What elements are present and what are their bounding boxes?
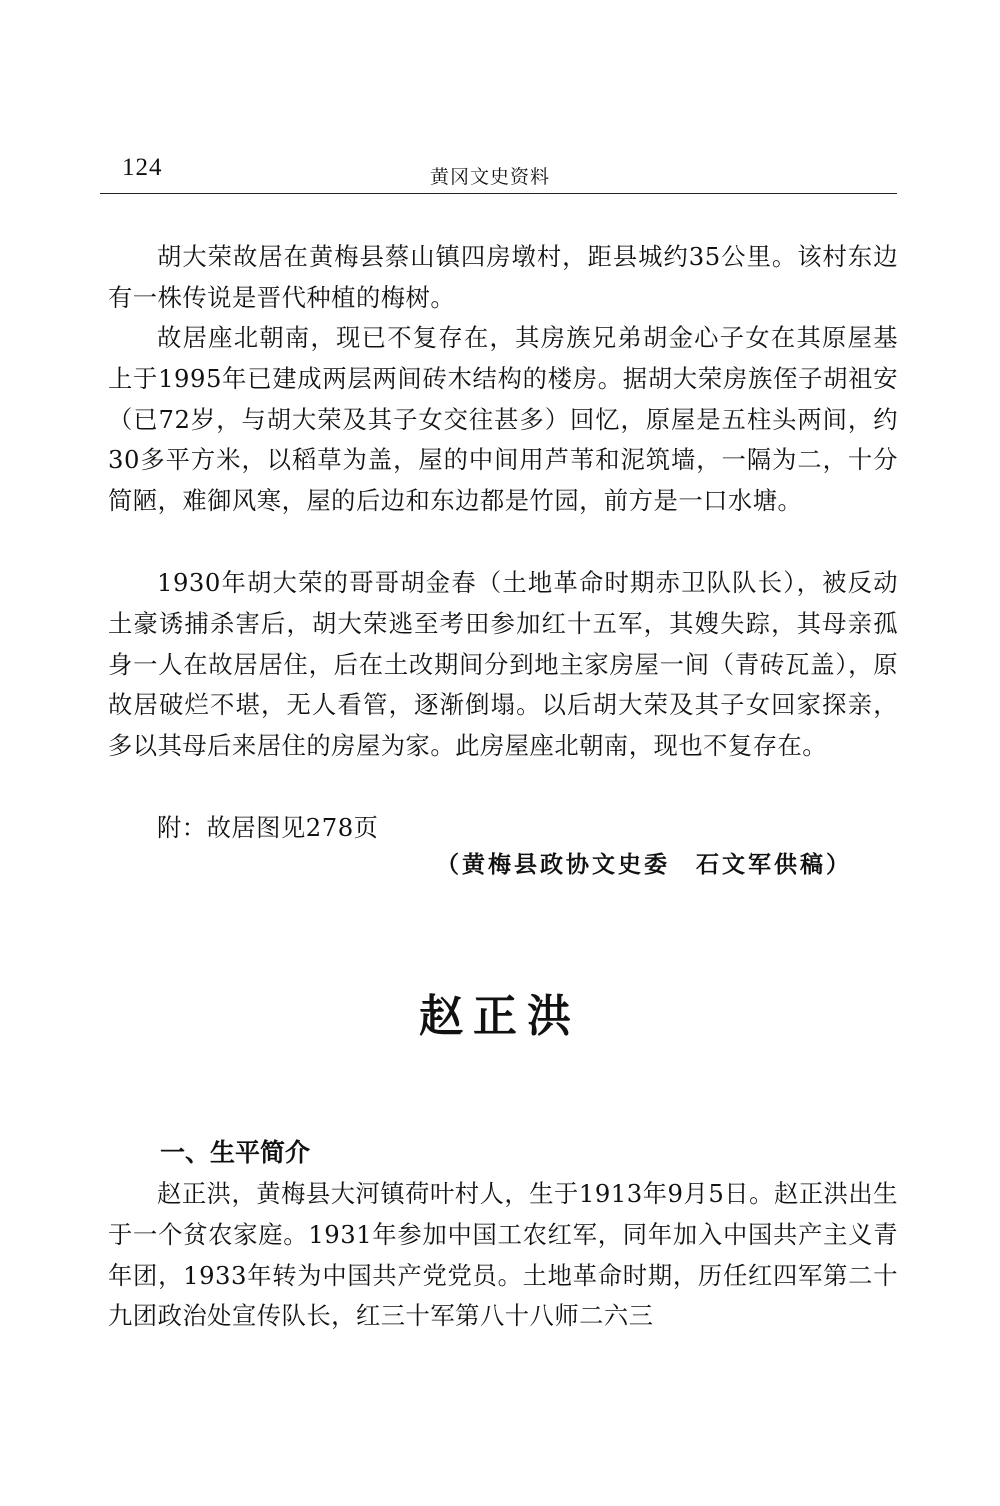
header-rule xyxy=(100,193,897,194)
body-paragraph: 故居座北朝南，现已不复存在，其房族兄弟胡金心子女在其原屋基上于1995年已建成两层两间砖木结构的楼房。据胡大荣房族侄子胡祖安（已72岁，与胡大荣及其子女交往甚多）回忆，原屋是五柱头两间，约30多平方米，以稻草为盖，屋的中间用芦苇和泥筑墙，一隔为二，十分简陋，难御风寒，屋的后边和东边都是竹园，前方是一口水塘。 xyxy=(108,323,898,516)
page-header xyxy=(100,150,897,192)
section-heading: 一、生平简介 xyxy=(160,1138,311,1167)
source-credit: （黄梅县政协文史委 石文军供稿） xyxy=(436,851,852,878)
article-title: 赵正洪 xyxy=(419,991,581,1042)
appendix-note: 附：故居图见278页 xyxy=(157,813,379,842)
running-title: 黄冈文史资料 xyxy=(430,166,551,188)
body-paragraph: 1930年胡大荣的哥哥胡金春（土地革命时期赤卫队队长），被反动土豪诱捕杀害后，胡大荣逃至考田参加红十五军，其嫂失踪，其母亲孤身一人在故居居住，后在土改期间分到地主家房屋一间（青砖瓦盖），原故居破烂不堪，无人看管，逐渐倒塌。以后胡大荣及其子女回家探亲，多以其母后来居住的房屋为家。此房屋座北朝南，现也不复存在。 xyxy=(108,568,898,761)
body-paragraph: 胡大荣故居在黄梅县蔡山镇四房墩村，距县城约35公里。该村东边有一株传说是晋代种植的梅树。 xyxy=(108,242,898,312)
page-number: 124 xyxy=(122,154,163,181)
body-paragraph: 赵正洪，黄梅县大河镇荷叶村人，生于1913年9月5日。赵正洪出生于一个贫农家庭。1931年参加中国工农红军，同年加入中国共产主义青年团，1933年转为中国共产党党员。土地革命时期，历任红四军第二十九团政治处宣传队长，红三十军第八十八师二六三 xyxy=(108,1179,898,1331)
